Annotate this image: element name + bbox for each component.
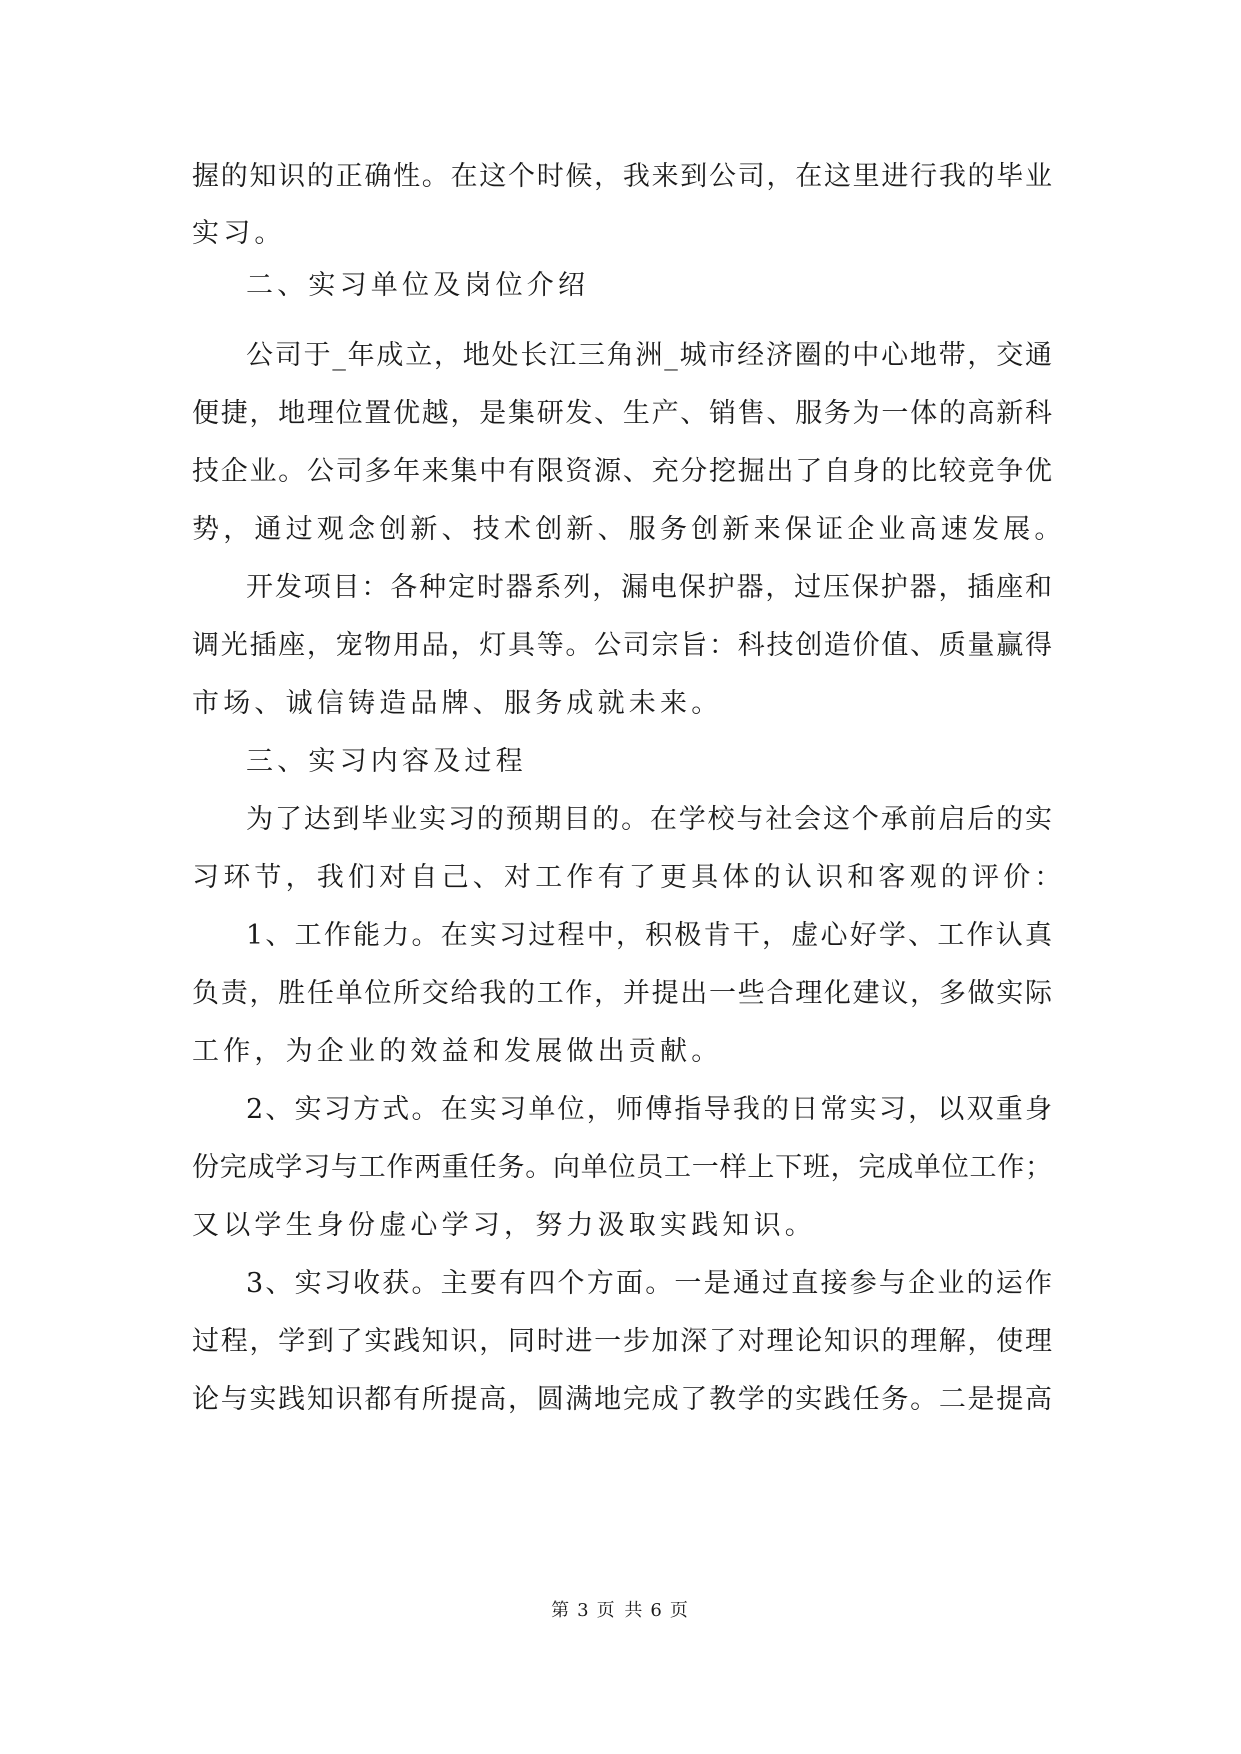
paragraph-line: 3、实习收获。主要有四个方面。一是通过直接参与企业的运作 (246, 1268, 1052, 1299)
paragraph-line: 份完成学习与工作两重任务。向单位员工一样上下班，完成单位工作； (192, 1152, 1052, 1183)
paragraph-line: 习环节，我们对自己、对工作有了更具体的认识和客观的评价： (192, 862, 1066, 893)
paragraph-line: 2、实习方式。在实习单位，师傅指导我的日常实习，以双重身 (246, 1094, 1052, 1125)
section-heading: 三、实习内容及过程 (246, 746, 527, 777)
paragraph-line: 市场、诚信铸造品牌、服务成就未来。 (192, 688, 723, 719)
paragraph-line: 势，通过观念创新、技术创新、服务创新来保证企业高速发展。 (192, 514, 1066, 545)
footer-total-pages: 6 (650, 1600, 664, 1621)
paragraph-line: 握的知识的正确性。在这个时候，我来到公司，在这里进行我的毕业 (192, 161, 1052, 192)
paragraph-line: 又以学生身份虚心学习，努力汲取实践知识。 (192, 1210, 816, 1241)
footer-middle: 页 共 (596, 1600, 645, 1621)
section-heading: 二、实习单位及岗位介绍 (246, 270, 590, 301)
footer-suffix: 页 (669, 1600, 690, 1621)
paragraph-line: 实习。 (192, 218, 286, 249)
paragraph-line: 调光插座，宠物用品，灯具等。公司宗旨：科技创造价值、质量赢得 (192, 630, 1052, 661)
paragraph-line: 1、工作能力。在实习过程中，积极肯干，虚心好学、工作认真 (246, 920, 1052, 951)
paragraph-line: 过程，学到了实践知识，同时进一步加深了对理论知识的理解，使理 (192, 1326, 1052, 1357)
paragraph-line: 开发项目：各种定时器系列，漏电保护器，过压保护器，插座和 (246, 572, 1052, 603)
paragraph-line: 工作，为企业的效益和发展做出贡献。 (192, 1036, 723, 1067)
paragraph-line: 便捷，地理位置优越，是集研发、生产、销售、服务为一体的高新科 (192, 398, 1052, 429)
paragraph-line: 为了达到毕业实习的预期目的。在学校与社会这个承前启后的实 (246, 804, 1052, 835)
paragraph-line: 论与实践知识都有所提高，圆满地完成了教学的实践任务。二是提高 (192, 1384, 1052, 1415)
paragraph-line: 负责，胜任单位所交给我的工作，并提出一些合理化建议，多做实际 (192, 978, 1052, 1009)
footer-current-page: 3 (577, 1600, 591, 1621)
page-footer (0, 1596, 1241, 1622)
footer-prefix: 第 (551, 1600, 572, 1621)
paragraph-line: 公司于_年成立，地处长江三角洲_城市经济圈的中心地带，交通 (246, 340, 1052, 371)
paragraph-line: 技企业。公司多年来集中有限资源、充分挖掘出了自身的比较竞争优 (192, 456, 1052, 487)
